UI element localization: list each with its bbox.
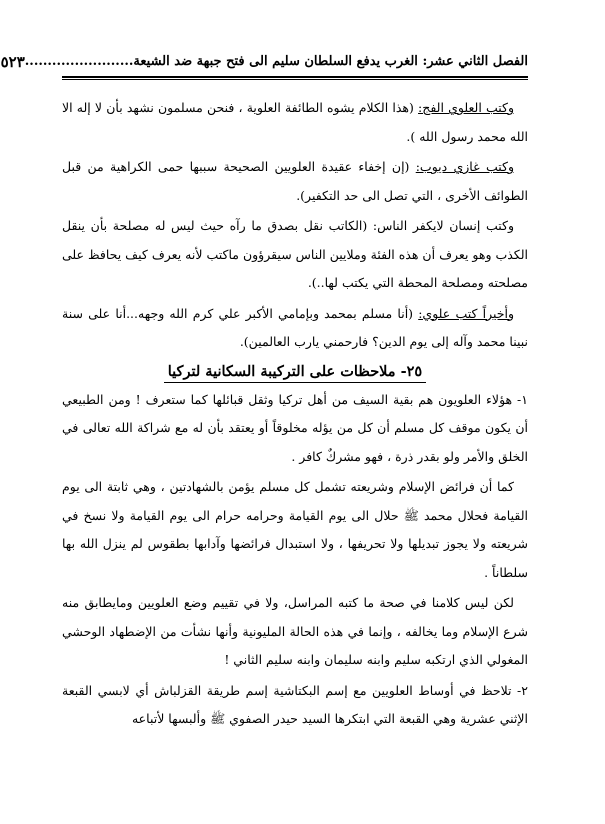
section-heading-text: ٢٥- ملاحظات على التركيبة السكانية لتركيا [164,363,426,383]
paragraph-point-2: ٢- تلاحظ في أوساط العلويين مع إسم البكتاشية إسم طريقة القزلباش أي لابسي القبعة الإثني عشرية وهي القبعة التي ابتكرها السيد حيدر الصفوي ﷺ وألبسها لأتباعه [62,682,528,726]
comment-text: (إن إخفاء عقيدة العلويين الصحيحة سببها حمى الكراهية من قبل الطوائف الأخرى ، التي تصل الى حد التكفير). [62,159,528,203]
document-page [0,52,528,736]
page-number: ٥٢٣ [0,53,25,71]
header-rule-thin [62,79,528,80]
section-heading [62,363,528,380]
chapter-title [25,52,528,72]
running-header [0,52,528,72]
paragraph-alawi-final [62,300,528,357]
paragraph-alawi-fajj [62,94,528,151]
comment-text: (هذا الكلام يشوه الطائفة العلوية ، فنحن مسلمون نشهد بأن لا إله الا الله محمد رسول الله ). [62,100,528,144]
chapter-title-text: الفصل الثاني عشر: الغرب يدفع السلطان سليم الى فتح جبهة ضد الشيعة [133,54,528,69]
paragraph-point-1: ١- هؤلاء العلويون هم بقية السيف من أهل تركيا وثقل قبائلها كما ستعرف ! ومن الطبيعي أن يكون موقف كل مسلم أن كل من يؤله مخلوقاً أو يعتقد بأن له مع شراكة الله تعالى في الخلق والأمر ولو بقدر ذرة ، فهو مشركٌ كافر . [62,391,528,464]
paragraph-insan: وكتب إنسان لايكفر الناس: (الكاتب نقل بصدق ما رآه حيث ليس له مصلحة بأن ينقل الكذب وهو يعرف أن هذه الفئة وملايين الناس سيقرؤون ماكتب لأنه يعرف كيف يحافظ على مصلحته ومصلحة المحطة التي يكتب لها..). [62,218,528,290]
comment-author: وأخيراً كتب علوي: [418,305,514,321]
paragraph-ghazi-dayoub [62,153,528,210]
comment-author: وكتب غازي ديوب: [415,159,514,174]
header-rule [62,76,528,78]
page-body [62,94,528,734]
comment-text: (أنا مسلم بمحمد وبإمامي الأكبر علي كرم الله وجهه...أنا على سنة نبينا محمد وآله إلى يوم الدين؟ فارحمني يارب العالمين). [62,305,528,349]
paragraph-persecution: لكن ليس كلامنا في صحة ما كتبه المراسل، ولا في تقييم وضع العلويين ومايطابق منه شرع الإسلام وما يخالفه ، وإنما في هذه الحالة المليونية وأنها نشأت من الإضطهاد الوحشي المغولي الذي ارتكبه سليم وابنه سليمان وابنه سليم الثاني ! [62,595,528,667]
paragraph-shariah: كما أن فرائض الإسلام وشريعته تشمل كل مسلم يؤمن بالشهادتين ، وهي ثابتة الى يوم القيامة فحلال محمد ﷺ حلال الى يوم القيامة وحرامه حرام الى يوم القيامة ولا نسخ في شريعته ولا يجوز تبديلها ولا تحريفها ، ولا استبدال فرائضها وآدابها بطقوس لم ينزل الله بها سلطاناً . [62,479,528,580]
header-dots: ........................ [24,54,134,69]
comment-author: وكتب العلوي الفج: [418,100,514,115]
